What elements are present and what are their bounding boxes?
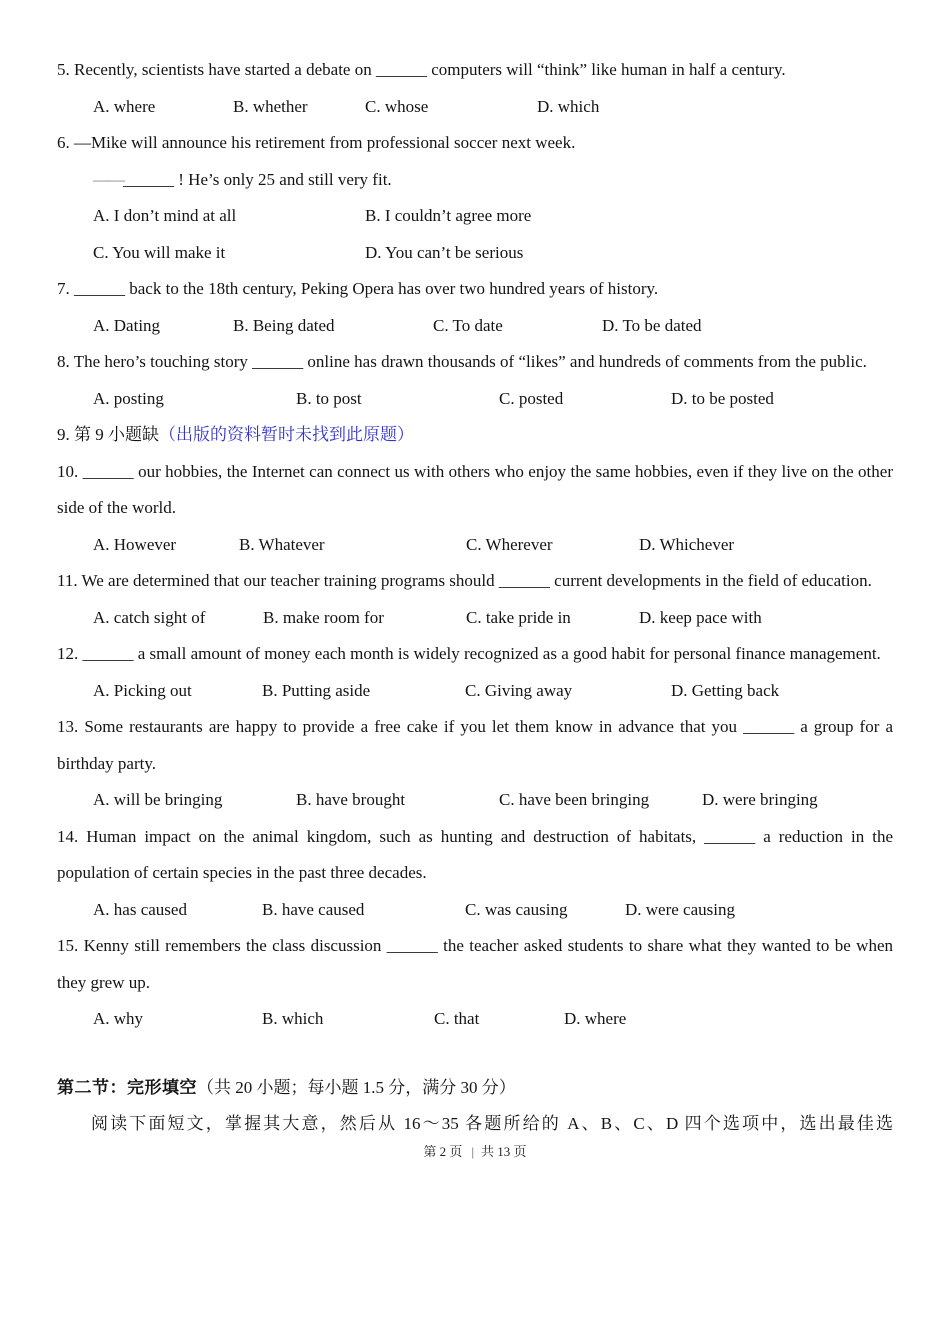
option-d: D. to be posted (671, 388, 774, 408)
question-options (57, 527, 893, 564)
option-b: B. Putting aside (262, 680, 371, 700)
question-options (57, 89, 893, 126)
option-c: C. take pride in (466, 607, 571, 627)
option-c: C. Wherever (466, 534, 553, 554)
question-text: 6. —Mike will announce his retirement from professional soccer next week. (57, 133, 576, 152)
option-b: B. which (262, 1009, 324, 1028)
reply-dash: —— (93, 169, 123, 189)
option-c: C. You will make it (93, 242, 226, 262)
option-d: D. Whichever (639, 534, 735, 554)
question-options (57, 782, 893, 819)
question-options-row1 (57, 198, 893, 235)
question-text: 13. Some restaurants are happy to provide a free cake if you let them know in advance that you ______ a group for a birthday party. (57, 717, 893, 773)
option-a: A. However (93, 534, 177, 554)
option-c: C. have been bringing (499, 790, 650, 809)
option-a: A. Picking out (93, 680, 192, 700)
option-a: A. will be bringing (93, 790, 223, 809)
question-text: 11. We are determined that our teacher training programs should ______ current developments in the field of education. (57, 571, 872, 590)
footer-page-number: 第 2 页 (423, 1143, 463, 1159)
option-d: D. which (537, 96, 600, 116)
question-text: 14. Human impact on the animal kingdom, such as hunting and destruction of habitats, ______ a reduction in the population of certain species in the past three decades. (57, 826, 893, 882)
question-11 (57, 563, 893, 636)
question-options (57, 1001, 893, 1038)
question-text: 15. Kenny still remembers the class discussion ______ the teacher asked students to share what they wanted to be when they grew up. (57, 936, 893, 992)
question-10 (57, 454, 893, 564)
option-b: B. make room for (263, 607, 384, 627)
question-12 (57, 636, 893, 709)
section-title-detail: （共 20 小题；每小题 1.5 分，满分 30 分） (197, 1077, 516, 1097)
option-b: B. to post (296, 388, 362, 408)
option-c: C. whose (365, 96, 429, 116)
option-a: A. Dating (93, 315, 161, 335)
reply-text: ______ ! He’s only 25 and still very fit. (123, 169, 392, 189)
option-b: B. Being dated (233, 315, 335, 335)
option-b: B. Whatever (239, 534, 325, 554)
footer-total-pages: 共 13 页 (481, 1143, 527, 1159)
option-b: B. I couldn’t agree more (365, 206, 532, 225)
option-a: A. where (93, 96, 156, 116)
option-c: C. was causing (465, 899, 568, 919)
question-options (57, 308, 893, 345)
option-d: D. were causing (625, 899, 735, 919)
question-options (57, 673, 893, 710)
option-c: C. To date (433, 315, 503, 335)
page-footer (57, 1144, 893, 1160)
question-6 (57, 125, 893, 271)
question-7 (57, 271, 893, 344)
question-reply (57, 162, 893, 199)
question-text: 12. ______ a small amount of money each month is widely recognized as a good habit for personal finance management. (57, 644, 881, 663)
option-c: C. posted (499, 388, 564, 408)
question-13 (57, 709, 893, 819)
question-5 (57, 52, 893, 125)
option-c: C. that (434, 1009, 480, 1028)
option-d: D. Getting back (671, 680, 780, 700)
option-d: D. keep pace with (639, 607, 762, 627)
question-options (57, 892, 893, 929)
option-a: A. catch sight of (93, 607, 206, 627)
option-b: B. whether (233, 96, 308, 116)
question-15 (57, 928, 893, 1038)
option-b: B. have brought (296, 790, 406, 809)
option-c: C. Giving away (465, 680, 573, 700)
option-b: B. have caused (262, 899, 365, 919)
question-8 (57, 344, 893, 417)
question-text: 10. ______ our hobbies, the Internet can connect us with others who enjoy the same hobbies, even if they live on the other side of the world. (57, 461, 893, 517)
option-a: A. why (93, 1009, 144, 1028)
question-text (57, 417, 893, 454)
option-d: D. where (564, 1009, 627, 1028)
section-title: 第二节：完形填空 (57, 1077, 197, 1097)
question-text: 7. ______ back to the 18th century, Peking Opera has over two hundred years of history. (57, 279, 659, 298)
section-heading (57, 1070, 893, 1107)
question-14 (57, 819, 893, 929)
question-9 (57, 417, 893, 454)
option-a: A. has caused (93, 899, 187, 919)
question-options-row2 (57, 235, 893, 272)
question-options (57, 600, 893, 637)
question-options (57, 381, 893, 418)
option-d: D. You can’t be serious (365, 242, 524, 262)
option-a: A. I don’t mind at all (93, 206, 237, 225)
question-9-label: 9. 第 9 小题缺 (57, 425, 159, 444)
option-d: D. were bringing (702, 790, 818, 809)
option-d: D. To be dated (602, 315, 702, 335)
missing-question-note: （出版的资料暂时未找到此原题） (159, 425, 414, 444)
footer-separator: | (471, 1143, 475, 1159)
question-text: 8. The hero’s touching story ______ online has drawn thousands of “likes” and hundreds of comments from the public. (57, 352, 867, 371)
cloze-instructions: 阅读下面短文，掌握其大意，然后从 16～35 各题所给的 A、B、C、D 四个选项中，选出最佳选 (91, 1114, 893, 1133)
question-text: 5. Recently, scientists have started a debate on ______ computers will “think” like human in half a century. (57, 60, 786, 79)
option-a: A. posting (93, 388, 164, 408)
